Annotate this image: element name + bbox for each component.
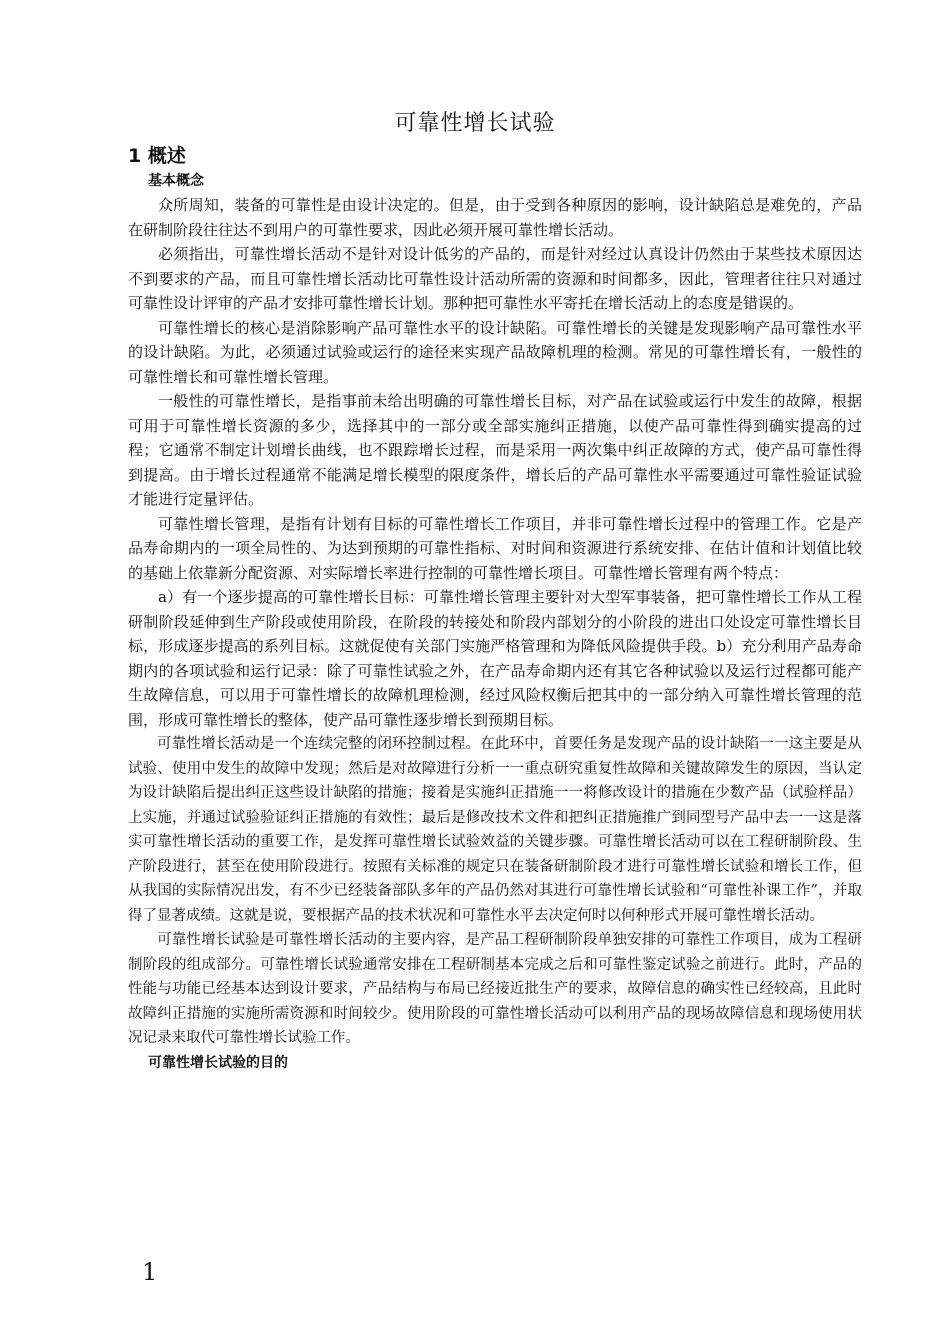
subheading-test-purpose: 可靠性增长试验的目的 [148, 1054, 288, 1071]
page-number: 1 [142, 1258, 158, 1286]
paragraph: 可靠性增长管理，是指有计划有目标的可靠性增长工作项目，并非可靠性增长过程中的管理工作。它是产品寿命期内的一项全局性的、为达到预期的可靠性指标、对时间和资源进行系统安排、在估计值和计划值比较的基础上依靠新分配资源、对实际增长率进行控制的可靠性增长项目。可靠性增长管理有两个特点： [128, 514, 862, 582]
paragraph: 可靠性增长的核心是消除影响产品可靠性水平的设计缺陷。可靠性增长的关键是发现影响产品可靠性水平的设计缺陷。为此，必须通过试验或运行的途径来实现产品故障机理的检测。常见的可靠性增长有，一般性的可靠性增长和可靠性增长管理。 [128, 318, 862, 386]
subheading-basic-concept: 基本概念 [148, 173, 204, 189]
paragraph: 一般性的可靠性增长，是指事前未给出明确的可靠性增长目标，对产品在试验或运行中发生的故障，根据可用于可靠性增长资源的多少，选择其中的一部分或全部实施纠正措施，以使产品可靠性得到确实提高的过程；它通常不制定计划增长曲线，也不跟踪增长过程，而是采用一两次集中纠正故障的方式，使产品可靠性得到提高。由于增长过程通常不能满足增长模型的限度条件，增长后的产品可靠性水平需要通过可靠性验证试验才能进行定量评估。 [128, 392, 862, 508]
paragraph: 众所周知，装备的可靠性是由设计决定的。但是，由于受到各种原因的影响，设计缺陷总是难免的，产品在研制阶段往往达不到用户的可靠性要求，因此必须开展可靠性增长活动。 [128, 196, 862, 239]
paragraph: a）有一个逐步提高的可靠性增长目标：可靠性增长管理主要针对大型军事装备，把可靠性增长工作从工程研制阶段延伸到生产阶段或使用阶段，在阶段的转接处和阶段内部划分的小阶段的进出口处设定可靠性增长目标，形成逐步提高的系列目标。这就促使有关部门实施严格管理和为降低风险提供手段。b）充分利用产品寿命期内的各项试验和运行记录：除了可靠性试验之外，在产品寿命期内还有其它各种试验以及运行过程都可能产生故障信息，可以用于可靠性增长的故障机理检测，经过风险权衡后把其中的一部分纳入可靠性增长管理的范围，形成可靠性增长的整体，使产品可靠性逐步增长到预期目标。 [128, 588, 862, 729]
paragraph: 可靠性增长活动是一个连续完整的闭环控制过程。在此环中，首要任务是发现产品的设计缺陷一一这主要是从试验、使用中发生的故障中发现；然后是对故障进行分析一一重点研究重复性故障和关键故障发生的原因，当认定为设计缺陷后提出纠正这些设计缺陷的措施；接着是实施纠正措施一一将修改设计的措施在少数产品（试验样品）上实施，并通过试验验证纠正措施的有效性；最后是修改技术文件和把纠正措施推广到同型号产品中去一一这是落实可靠性增长活动的重要工作，是发挥可靠性增长试验效益的关键步骤。可靠性增长活动可以在工程研制阶段、生产阶段进行，甚至在使用阶段进行。按照有关标准的规定只在装备研制阶段才进行可靠性增长试验和增长工作，但从我国的实际情况出发，有不少已经装备部队多年的产品仍然对其进行可靠性增长试验和“可靠性补课工作”，并取得了显著成绩。这就是说，要根据产品的技术状况和可靠性水平去决定何时以何种形式开展可靠性增长活动。 [128, 736, 862, 924]
paragraph: 可靠性增长试验是可靠性增长活动的主要内容，是产品工程研制阶段单独安排的可靠性工作项目，成为工程研制阶段的组成部分。可靠性增长试验通常安排在工程研制基本完成之后和可靠性鉴定试验之前进行。此时，产品的性能与功能已经基本达到设计要求，产品结构与布局已经接近批生产的要求，故障信息的确实性已经较高，且此时故障纠正措施的实施所需资源和时间较少。使用阶段的可靠性增长活动可以利用产品的现场故障信息和现场使用状况记录来取代可靠性增长试验工作。 [128, 932, 862, 1046]
paragraph: 必须指出，可靠性增长活动不是针对设计低劣的产品的，而是针对经过认真设计仍然由于某些技术原因达不到要求的产品，而且可靠性增长活动比可靠性设计活动所需的资源和时间都多，因此，管理者往往只对通过可靠性设计评审的产品才安排可靠性增长计划。那种把可靠性水平寄托在增长活动上的态度是错误的。 [128, 245, 862, 312]
section-heading: 1 概述 [128, 145, 186, 167]
document-title: 可靠性增长试验 [394, 111, 556, 136]
body-text [128, 169, 862, 1075]
